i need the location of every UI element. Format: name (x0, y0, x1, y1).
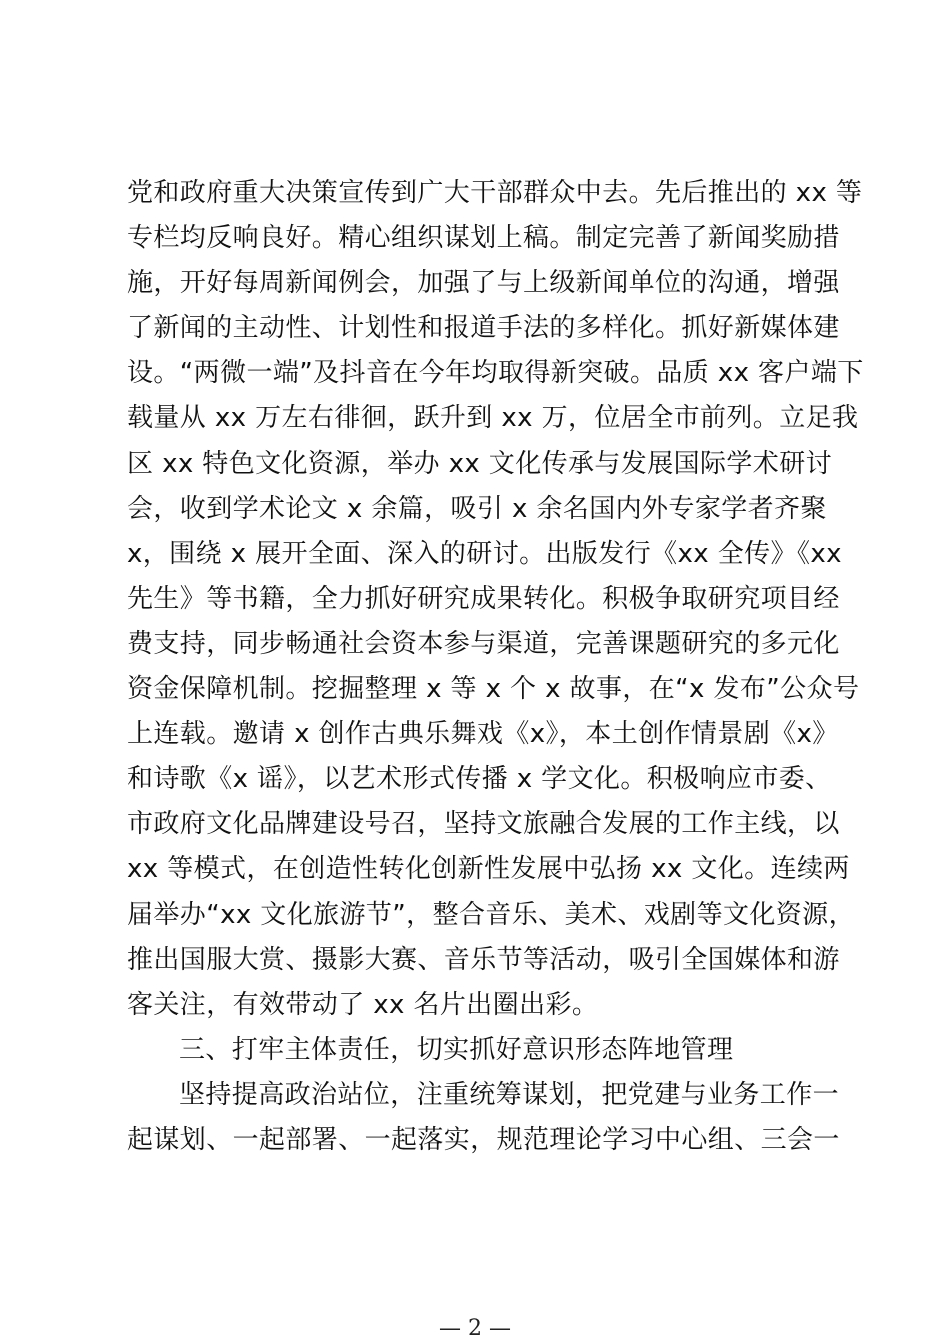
text-line: 资金保障机制。挖掘整理 x 等 x 个 x 故事，在“x 发布”公众号 (127, 674, 860, 705)
text-line: 专栏均反响良好。精心组织谋划上稿。制定完善了新闻奖励措 (127, 223, 840, 254)
text-line: 载量从 xx 万左右徘徊，跃升到 xx 万，位居全市前列。立足我 (127, 403, 859, 434)
text-line: 市政府文化品牌建设号召，坚持文旅融合发展的工作主线，以 (127, 809, 840, 840)
text-line: 客关注，有效带动了 xx 名片出圈出彩。 (127, 989, 599, 1020)
body-text (127, 171, 864, 1163)
text-line: 区 xx 特色文化资源，举办 xx 文化传承与发展国际学术研讨 (127, 448, 833, 479)
text-line: x，围绕 x 展开全面、深入的研讨。出版发行《xx 全传》《xx (127, 538, 842, 569)
text-line: 施，开好每周新闻例会，加强了与上级新闻单位的沟通，增强 (127, 268, 840, 299)
text-line: 届举办“xx 文化旅游节”，整合音乐、美术、戏剧等文化资源， (127, 899, 855, 930)
section-heading: 三、打牢主体责任，切实抓好意识形态阵地管理 (179, 1034, 734, 1065)
paragraph-line: 起谋划、一起部署、一起落实，规范理论学习中心组、三会一 (127, 1124, 840, 1155)
text-line: 推出国服大赏、摄影大赛、音乐节等活动，吸引全国媒体和游 (127, 944, 840, 975)
text-line: 费支持，同步畅通社会资本参与渠道，完善课题研究的多元化 (127, 628, 840, 659)
text-line: xx 等模式，在创造性转化创新性发展中弘扬 xx 文化。连续两 (127, 854, 850, 885)
text-line: 先生》等书籍，全力抓好研究成果转化。积极争取研究项目经 (127, 583, 840, 614)
page-number: — 2 — (439, 1316, 511, 1341)
paragraph-line: 坚持提高政治站位，注重统筹谋划，把党建与业务工作一 (179, 1079, 840, 1110)
text-line: 会，收到学术论文 x 余篇，吸引 x 余名国内外专家学者齐聚 (127, 493, 827, 524)
text-line: 上连载。邀请 x 创作古典乐舞戏《x》，本土创作情景剧《x》 (127, 719, 839, 750)
text-line: 和诗歌《x 谣》，以艺术形式传播 x 学文化。积极响应市委、 (127, 764, 832, 795)
text-line: 了新闻的主动性、计划性和报道手法的多样化。抓好新媒体建 (127, 313, 840, 344)
text-line: 党和政府重大决策宣传到广大干部群众中去。先后推出的 xx 等 (127, 178, 863, 208)
text-line: 设。“两微一端”及抖音在今年均取得新突破。品质 xx 客户端下 (127, 358, 864, 389)
